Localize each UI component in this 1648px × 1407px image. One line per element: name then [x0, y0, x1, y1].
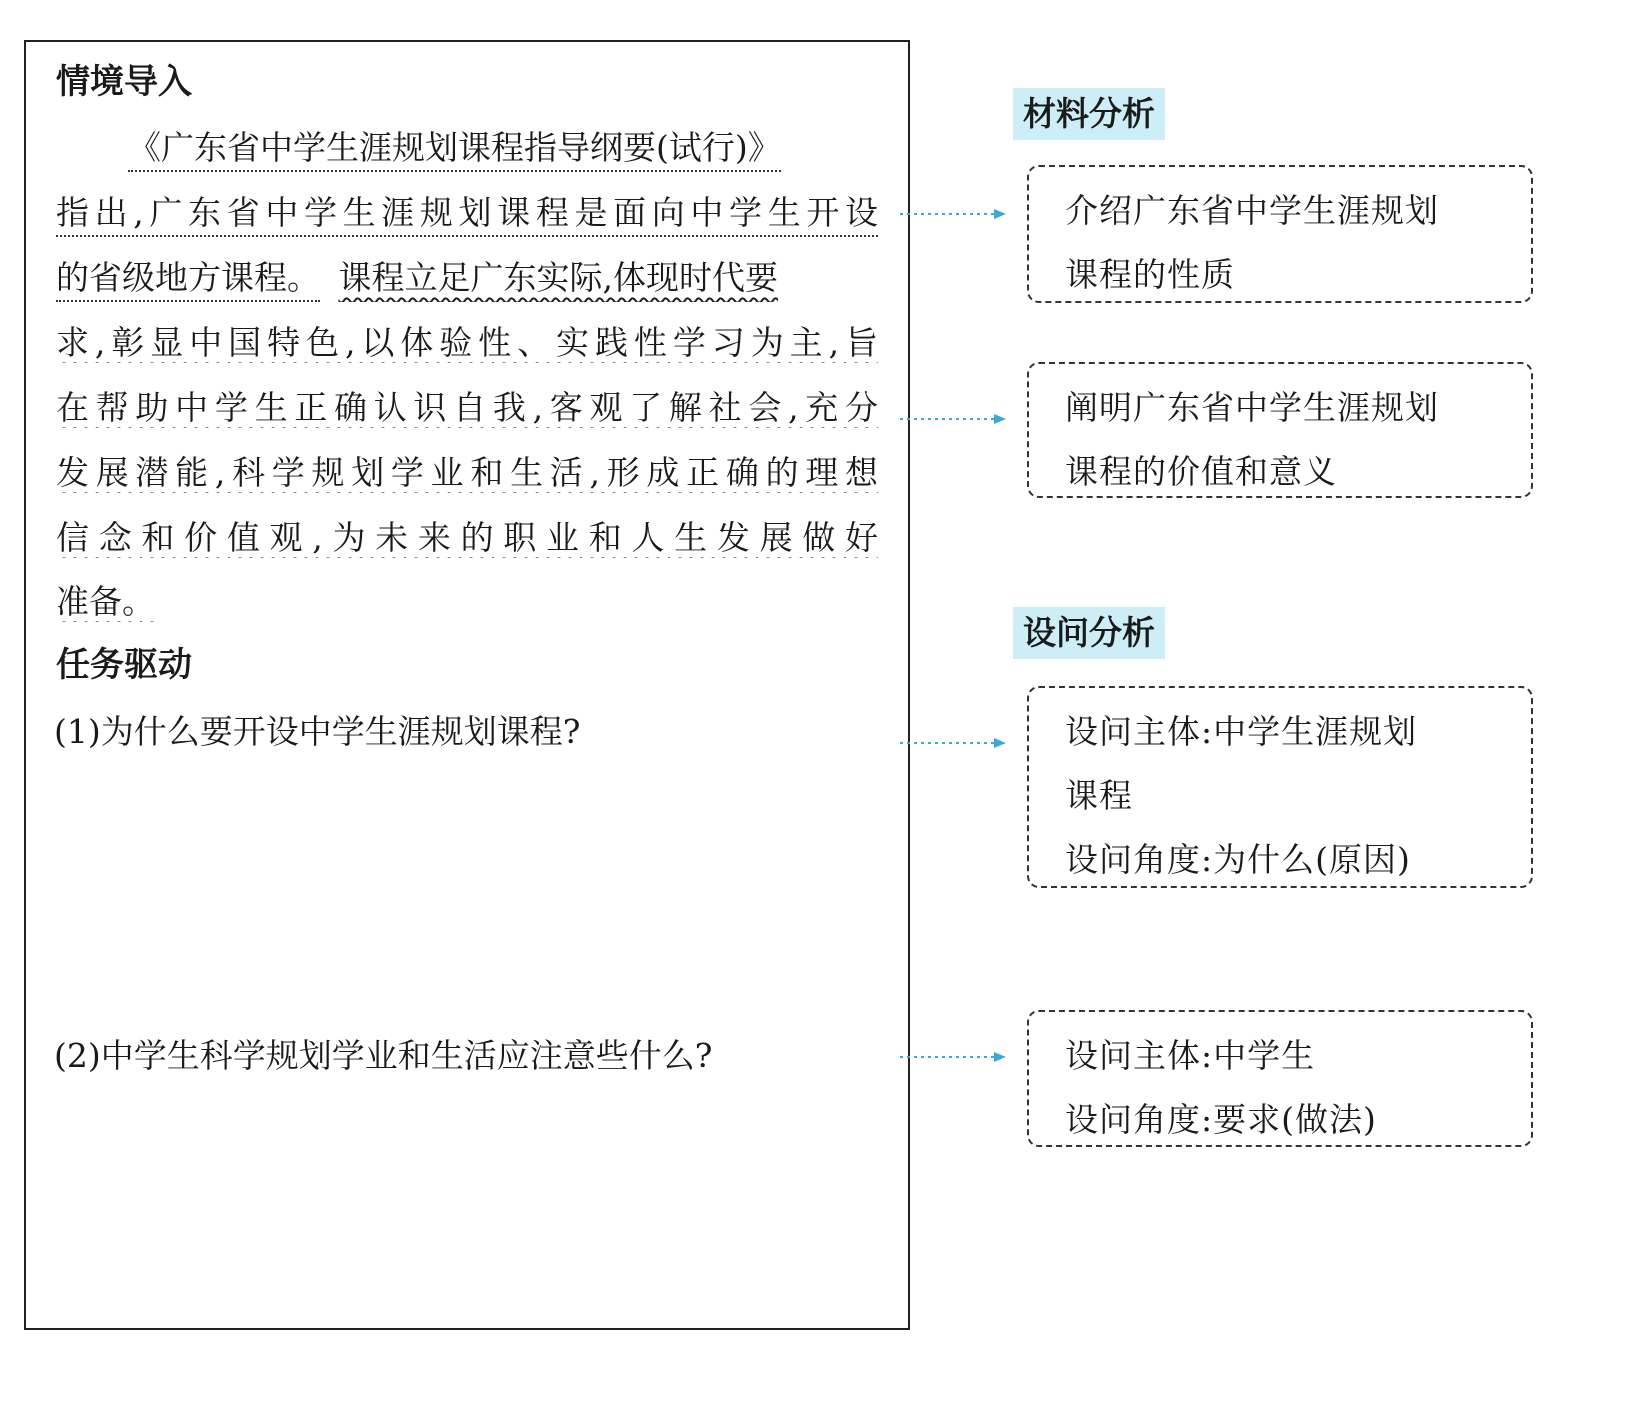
note-line: 介绍广东省中学生涯规划 — [1065, 191, 1439, 230]
arrow-right-icon — [898, 1049, 1008, 1065]
note-line: 课程的价值和意义 — [1065, 452, 1337, 491]
arrow-right-icon — [898, 735, 1008, 751]
question-analysis-tag: 设问分析 — [1013, 607, 1165, 659]
note-line: 阐明广东省中学生涯规划 — [1065, 388, 1439, 427]
question-2: (2)中学生科学规划学业和生活应注意些什么? — [54, 1036, 713, 1075]
note-line: 设问主体:中学生 — [1065, 1036, 1316, 1075]
intro-line-7: 信念和价值观,为未来的职业和人生发展做好 — [56, 518, 878, 557]
arrow-right-icon — [898, 411, 1008, 427]
material-note-1 — [1027, 165, 1533, 303]
heading-task: 任务驱动 — [56, 645, 192, 685]
intro-line-1: 《广东省中学生涯规划课程指导纲要(试行)》 — [128, 128, 878, 172]
note-line: 课程的性质 — [1065, 255, 1235, 294]
question-note-2 — [1027, 1010, 1533, 1147]
material-analysis-tag: 材料分析 — [1013, 88, 1165, 140]
arrow-right-icon — [898, 206, 1008, 222]
intro-line-4: 求,彰显中国特色,以体验性、实践性学习为主,旨 — [56, 323, 878, 362]
note-line: 设问角度:要求(做法) — [1065, 1100, 1377, 1139]
intro-line-5: 在帮助中学生正确认识自我,客观了解社会,充分 — [56, 388, 878, 427]
note-line: 设问角度:为什么(原因) — [1065, 840, 1411, 879]
heading-intro: 情境导入 — [56, 62, 192, 102]
intro-line-8: 准备。 — [56, 582, 155, 621]
intro-line-3: 的省级地方课程。 课程立足广东实际,体现时代要 — [56, 258, 878, 302]
note-line: 课程 — [1065, 776, 1133, 815]
material-note-2 — [1027, 362, 1533, 498]
question-1: (1)为什么要开设中学生涯规划课程? — [54, 712, 581, 751]
intro-line-6: 发展潜能,科学规划学业和生活,形成正确的理想 — [56, 453, 878, 492]
question-note-1 — [1027, 686, 1533, 888]
note-line: 设问主体:中学生涯规划 — [1065, 712, 1418, 751]
intro-line-2: 指出,广东省中学生涯规划课程是面向中学生开设 — [56, 193, 878, 237]
